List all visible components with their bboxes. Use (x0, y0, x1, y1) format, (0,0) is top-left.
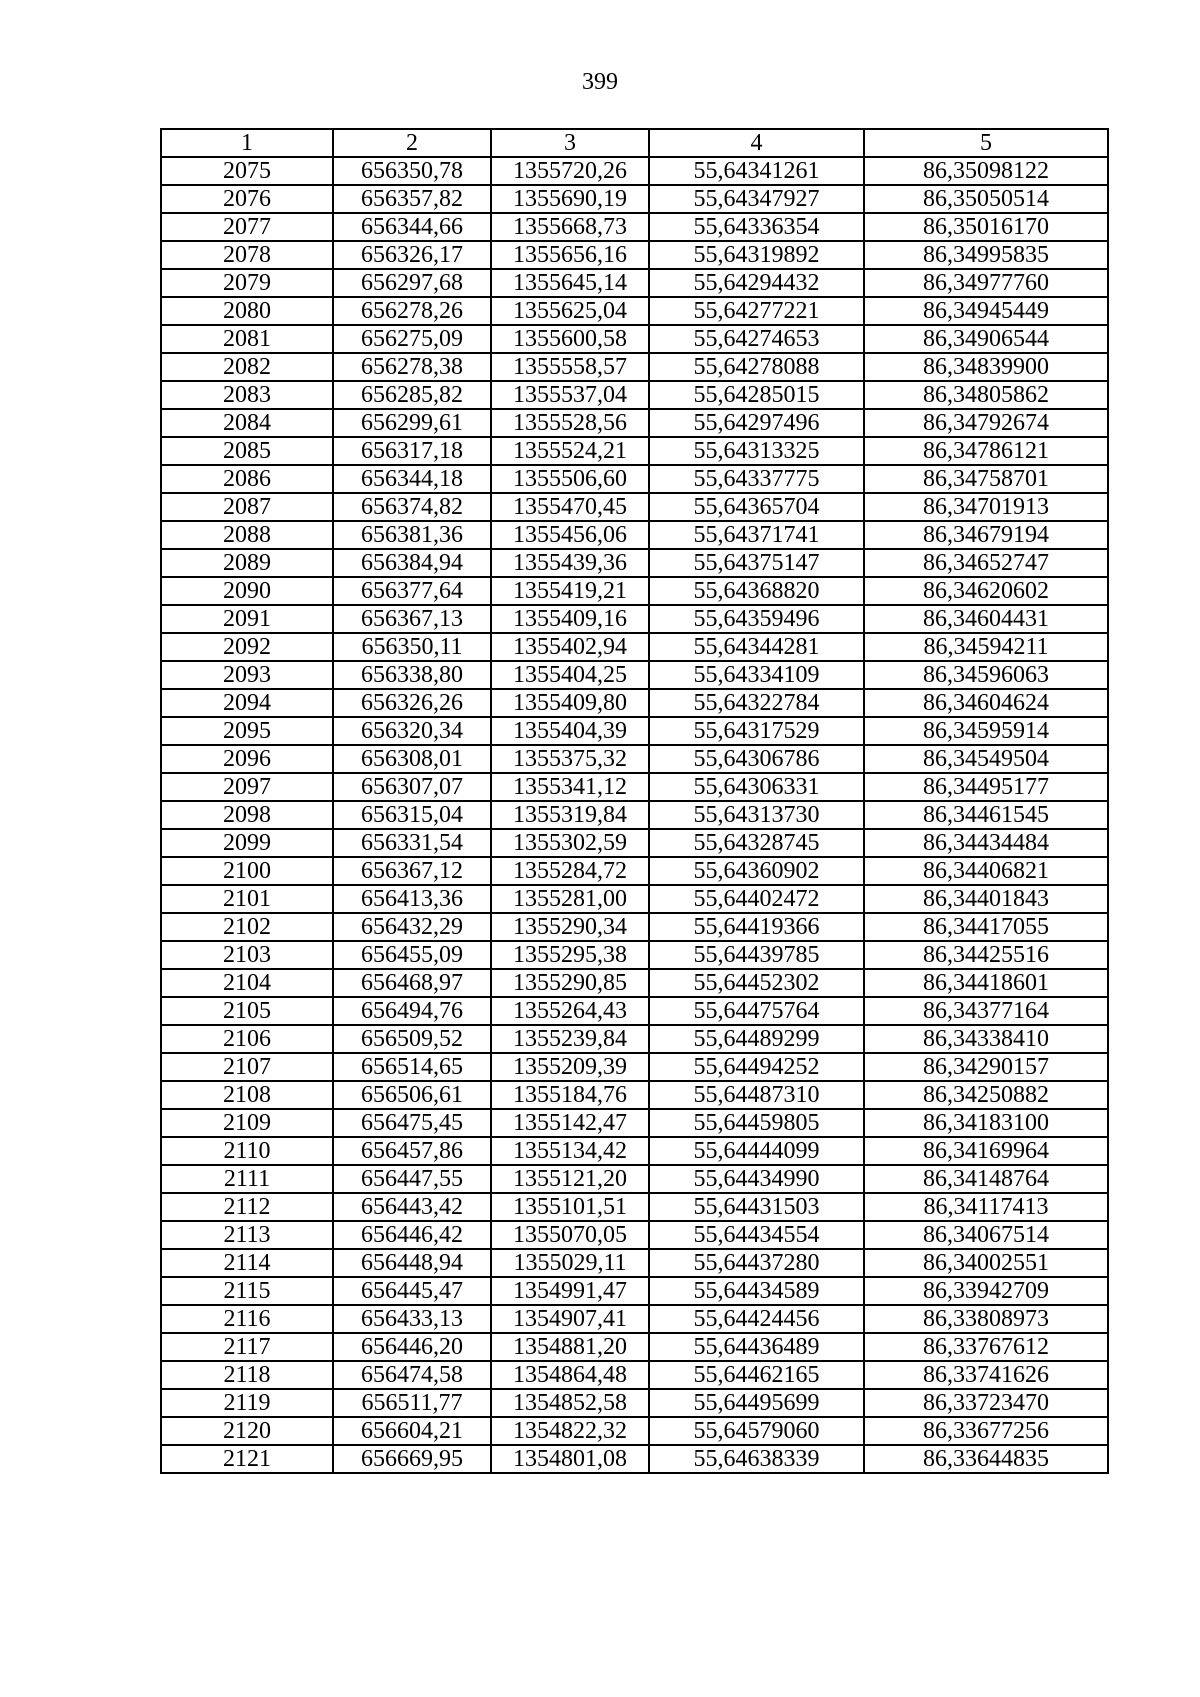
y-coordinate-cell: 1354852,58 (491, 1389, 649, 1417)
longitude-cell: 86,34002551 (864, 1249, 1108, 1277)
column-header-4: 4 (649, 129, 864, 157)
x-coordinate-cell: 656433,13 (333, 1305, 491, 1333)
latitude-cell: 55,64434990 (649, 1165, 864, 1193)
table-row (161, 241, 1108, 269)
y-coordinate-cell: 1354907,41 (491, 1305, 649, 1333)
latitude-cell: 55,64274653 (649, 325, 864, 353)
y-coordinate-cell: 1355656,16 (491, 241, 649, 269)
point-number-cell: 2115 (161, 1277, 333, 1305)
longitude-cell: 86,34792674 (864, 409, 1108, 437)
x-coordinate-cell: 656445,47 (333, 1277, 491, 1305)
y-coordinate-cell: 1355419,21 (491, 577, 649, 605)
x-coordinate-cell: 656308,01 (333, 745, 491, 773)
longitude-cell: 86,33677256 (864, 1417, 1108, 1445)
latitude-cell: 55,64436489 (649, 1333, 864, 1361)
table-row (161, 493, 1108, 521)
table-row (161, 269, 1108, 297)
point-number-cell: 2102 (161, 913, 333, 941)
table-row (161, 1193, 1108, 1221)
y-coordinate-cell: 1355404,25 (491, 661, 649, 689)
longitude-cell: 86,34549504 (864, 745, 1108, 773)
y-coordinate-cell: 1355524,21 (491, 437, 649, 465)
x-coordinate-cell: 656297,68 (333, 269, 491, 297)
y-coordinate-cell: 1355720,26 (491, 157, 649, 185)
longitude-cell: 86,34401843 (864, 885, 1108, 913)
y-coordinate-cell: 1355184,76 (491, 1081, 649, 1109)
table-row (161, 521, 1108, 549)
point-number-cell: 2116 (161, 1305, 333, 1333)
latitude-cell: 55,64459805 (649, 1109, 864, 1137)
point-number-cell: 2114 (161, 1249, 333, 1277)
longitude-cell: 86,34906544 (864, 325, 1108, 353)
x-coordinate-cell: 656326,26 (333, 689, 491, 717)
x-coordinate-cell: 656413,36 (333, 885, 491, 913)
point-number-cell: 2100 (161, 857, 333, 885)
point-number-cell: 2117 (161, 1333, 333, 1361)
y-coordinate-cell: 1355302,59 (491, 829, 649, 857)
y-coordinate-cell: 1355142,47 (491, 1109, 649, 1137)
latitude-cell: 55,64494252 (649, 1053, 864, 1081)
table-row (161, 1333, 1108, 1361)
y-coordinate-cell: 1355409,80 (491, 689, 649, 717)
x-coordinate-cell: 656514,65 (333, 1053, 491, 1081)
point-number-cell: 2090 (161, 577, 333, 605)
longitude-cell: 86,34417055 (864, 913, 1108, 941)
table-row (161, 297, 1108, 325)
longitude-cell: 86,34250882 (864, 1081, 1108, 1109)
x-coordinate-cell: 656381,36 (333, 521, 491, 549)
longitude-cell: 86,33942709 (864, 1277, 1108, 1305)
longitude-cell: 86,34595914 (864, 717, 1108, 745)
x-coordinate-cell: 656474,58 (333, 1361, 491, 1389)
longitude-cell: 86,35016170 (864, 213, 1108, 241)
point-number-cell: 2077 (161, 213, 333, 241)
longitude-cell: 86,34620602 (864, 577, 1108, 605)
x-coordinate-cell: 656494,76 (333, 997, 491, 1025)
table-row (161, 605, 1108, 633)
table-row (161, 857, 1108, 885)
y-coordinate-cell: 1355239,84 (491, 1025, 649, 1053)
y-coordinate-cell: 1355341,12 (491, 773, 649, 801)
point-number-cell: 2079 (161, 269, 333, 297)
longitude-cell: 86,34604431 (864, 605, 1108, 633)
point-number-cell: 2105 (161, 997, 333, 1025)
y-coordinate-cell: 1355134,42 (491, 1137, 649, 1165)
x-coordinate-cell: 656307,07 (333, 773, 491, 801)
x-coordinate-cell: 656350,78 (333, 157, 491, 185)
point-number-cell: 2082 (161, 353, 333, 381)
table-row (161, 1445, 1108, 1473)
latitude-cell: 55,64419366 (649, 913, 864, 941)
table-row (161, 941, 1108, 969)
longitude-cell: 86,34495177 (864, 773, 1108, 801)
x-coordinate-cell: 656326,17 (333, 241, 491, 269)
x-coordinate-cell: 656468,97 (333, 969, 491, 997)
longitude-cell: 86,34594211 (864, 633, 1108, 661)
point-number-cell: 2075 (161, 157, 333, 185)
y-coordinate-cell: 1355281,00 (491, 885, 649, 913)
table-row (161, 465, 1108, 493)
table-row (161, 213, 1108, 241)
table-row (161, 717, 1108, 745)
x-coordinate-cell: 656344,66 (333, 213, 491, 241)
latitude-cell: 55,64487310 (649, 1081, 864, 1109)
x-coordinate-cell: 656455,09 (333, 941, 491, 969)
x-coordinate-cell: 656669,95 (333, 1445, 491, 1473)
latitude-cell: 55,64337775 (649, 465, 864, 493)
y-coordinate-cell: 1354864,48 (491, 1361, 649, 1389)
latitude-cell: 55,64402472 (649, 885, 864, 913)
longitude-cell: 86,34758701 (864, 465, 1108, 493)
longitude-cell: 86,34377164 (864, 997, 1108, 1025)
longitude-cell: 86,34434484 (864, 829, 1108, 857)
table-row (161, 773, 1108, 801)
point-number-cell: 2119 (161, 1389, 333, 1417)
y-coordinate-cell: 1355690,19 (491, 185, 649, 213)
x-coordinate-cell: 656475,45 (333, 1109, 491, 1137)
latitude-cell: 55,64434554 (649, 1221, 864, 1249)
y-coordinate-cell: 1354991,47 (491, 1277, 649, 1305)
table-row (161, 437, 1108, 465)
point-number-cell: 2110 (161, 1137, 333, 1165)
latitude-cell: 55,64638339 (649, 1445, 864, 1473)
table-row (161, 913, 1108, 941)
point-number-cell: 2087 (161, 493, 333, 521)
table-row (161, 1305, 1108, 1333)
latitude-cell: 55,64495699 (649, 1389, 864, 1417)
point-number-cell: 2092 (161, 633, 333, 661)
point-number-cell: 2089 (161, 549, 333, 577)
page-number: 399 (582, 69, 618, 95)
latitude-cell: 55,64319892 (649, 241, 864, 269)
point-number-cell: 2096 (161, 745, 333, 773)
latitude-cell: 55,64375147 (649, 549, 864, 577)
latitude-cell: 55,64462165 (649, 1361, 864, 1389)
longitude-cell: 86,34604624 (864, 689, 1108, 717)
x-coordinate-cell: 656338,80 (333, 661, 491, 689)
y-coordinate-cell: 1355121,20 (491, 1165, 649, 1193)
y-coordinate-cell: 1355558,57 (491, 353, 649, 381)
longitude-cell: 86,34169964 (864, 1137, 1108, 1165)
y-coordinate-cell: 1355290,34 (491, 913, 649, 941)
point-number-cell: 2111 (161, 1165, 333, 1193)
longitude-cell: 86,34338410 (864, 1025, 1108, 1053)
latitude-cell: 55,64341261 (649, 157, 864, 185)
x-coordinate-cell: 656344,18 (333, 465, 491, 493)
longitude-cell: 86,34461545 (864, 801, 1108, 829)
x-coordinate-cell: 656448,94 (333, 1249, 491, 1277)
point-number-cell: 2112 (161, 1193, 333, 1221)
table-row (161, 1417, 1108, 1445)
y-coordinate-cell: 1355668,73 (491, 213, 649, 241)
point-number-cell: 2081 (161, 325, 333, 353)
longitude-cell: 86,34406821 (864, 857, 1108, 885)
x-coordinate-cell: 656275,09 (333, 325, 491, 353)
y-coordinate-cell: 1354822,32 (491, 1417, 649, 1445)
longitude-cell: 86,34839900 (864, 353, 1108, 381)
x-coordinate-cell: 656443,42 (333, 1193, 491, 1221)
point-number-cell: 2098 (161, 801, 333, 829)
point-number-cell: 2106 (161, 1025, 333, 1053)
longitude-cell: 86,33741626 (864, 1361, 1108, 1389)
point-number-cell: 2103 (161, 941, 333, 969)
longitude-cell: 86,34977760 (864, 269, 1108, 297)
coordinates-table (160, 128, 1109, 1474)
point-number-cell: 2118 (161, 1361, 333, 1389)
point-number-cell: 2076 (161, 185, 333, 213)
table-row (161, 381, 1108, 409)
y-coordinate-cell: 1355375,32 (491, 745, 649, 773)
point-number-cell: 2097 (161, 773, 333, 801)
x-coordinate-cell: 656278,38 (333, 353, 491, 381)
latitude-cell: 55,64278088 (649, 353, 864, 381)
x-coordinate-cell: 656331,54 (333, 829, 491, 857)
point-number-cell: 2078 (161, 241, 333, 269)
latitude-cell: 55,64317529 (649, 717, 864, 745)
table-row (161, 353, 1108, 381)
table-row (161, 1081, 1108, 1109)
table-row (161, 969, 1108, 997)
latitude-cell: 55,64306331 (649, 773, 864, 801)
y-coordinate-cell: 1355402,94 (491, 633, 649, 661)
x-coordinate-cell: 656506,61 (333, 1081, 491, 1109)
column-header-2: 2 (333, 129, 491, 157)
table-row (161, 1249, 1108, 1277)
header-row (161, 129, 1108, 157)
x-coordinate-cell: 656367,12 (333, 857, 491, 885)
y-coordinate-cell: 1355290,85 (491, 969, 649, 997)
x-coordinate-cell: 656317,18 (333, 437, 491, 465)
x-coordinate-cell: 656350,11 (333, 633, 491, 661)
x-coordinate-cell: 656509,52 (333, 1025, 491, 1053)
y-coordinate-cell: 1355470,45 (491, 493, 649, 521)
point-number-cell: 2093 (161, 661, 333, 689)
x-coordinate-cell: 656446,42 (333, 1221, 491, 1249)
latitude-cell: 55,64444099 (649, 1137, 864, 1165)
y-coordinate-cell: 1355456,06 (491, 521, 649, 549)
table-row (161, 997, 1108, 1025)
latitude-cell: 55,64489299 (649, 1025, 864, 1053)
latitude-cell: 55,64365704 (649, 493, 864, 521)
table-row (161, 1361, 1108, 1389)
x-coordinate-cell: 656278,26 (333, 297, 491, 325)
table-row (161, 1025, 1108, 1053)
longitude-cell: 86,34701913 (864, 493, 1108, 521)
point-number-cell: 2104 (161, 969, 333, 997)
x-coordinate-cell: 656604,21 (333, 1417, 491, 1445)
table-row (161, 829, 1108, 857)
longitude-cell: 86,34117413 (864, 1193, 1108, 1221)
y-coordinate-cell: 1354881,20 (491, 1333, 649, 1361)
latitude-cell: 55,64475764 (649, 997, 864, 1025)
latitude-cell: 55,64277221 (649, 297, 864, 325)
y-coordinate-cell: 1355528,56 (491, 409, 649, 437)
table-row (161, 1165, 1108, 1193)
y-coordinate-cell: 1355101,51 (491, 1193, 649, 1221)
latitude-cell: 55,64313730 (649, 801, 864, 829)
longitude-cell: 86,35050514 (864, 185, 1108, 213)
point-number-cell: 2084 (161, 409, 333, 437)
y-coordinate-cell: 1355070,05 (491, 1221, 649, 1249)
point-number-cell: 2109 (161, 1109, 333, 1137)
longitude-cell: 86,34652747 (864, 549, 1108, 577)
y-coordinate-cell: 1355409,16 (491, 605, 649, 633)
x-coordinate-cell: 656384,94 (333, 549, 491, 577)
point-number-cell: 2083 (161, 381, 333, 409)
point-number-cell: 2108 (161, 1081, 333, 1109)
longitude-cell: 86,34679194 (864, 521, 1108, 549)
latitude-cell: 55,64434589 (649, 1277, 864, 1305)
latitude-cell: 55,64359496 (649, 605, 864, 633)
longitude-cell: 86,34995835 (864, 241, 1108, 269)
x-coordinate-cell: 656315,04 (333, 801, 491, 829)
longitude-cell: 86,34596063 (864, 661, 1108, 689)
table-row (161, 661, 1108, 689)
longitude-cell: 86,34425516 (864, 941, 1108, 969)
table-row (161, 801, 1108, 829)
table-row (161, 885, 1108, 913)
latitude-cell: 55,64347927 (649, 185, 864, 213)
table-row (161, 689, 1108, 717)
point-number-cell: 2099 (161, 829, 333, 857)
latitude-cell: 55,64344281 (649, 633, 864, 661)
longitude-cell: 86,34290157 (864, 1053, 1108, 1081)
y-coordinate-cell: 1355209,39 (491, 1053, 649, 1081)
longitude-cell: 86,34945449 (864, 297, 1108, 325)
point-number-cell: 2101 (161, 885, 333, 913)
y-coordinate-cell: 1355404,39 (491, 717, 649, 745)
column-header-3: 3 (491, 129, 649, 157)
x-coordinate-cell: 656367,13 (333, 605, 491, 633)
latitude-cell: 55,64297496 (649, 409, 864, 437)
x-coordinate-cell: 656320,34 (333, 717, 491, 745)
table-row (161, 1109, 1108, 1137)
latitude-cell: 55,64306786 (649, 745, 864, 773)
point-number-cell: 2088 (161, 521, 333, 549)
x-coordinate-cell: 656299,61 (333, 409, 491, 437)
longitude-cell: 86,35098122 (864, 157, 1108, 185)
longitude-cell: 86,34183100 (864, 1109, 1108, 1137)
latitude-cell: 55,64328745 (649, 829, 864, 857)
table-row (161, 1053, 1108, 1081)
point-number-cell: 2113 (161, 1221, 333, 1249)
y-coordinate-cell: 1355625,04 (491, 297, 649, 325)
point-number-cell: 2107 (161, 1053, 333, 1081)
y-coordinate-cell: 1355264,43 (491, 997, 649, 1025)
latitude-cell: 55,64313325 (649, 437, 864, 465)
point-number-cell: 2094 (161, 689, 333, 717)
longitude-cell: 86,33767612 (864, 1333, 1108, 1361)
table-row (161, 549, 1108, 577)
table-row (161, 1221, 1108, 1249)
x-coordinate-cell: 656447,55 (333, 1165, 491, 1193)
point-number-cell: 2085 (161, 437, 333, 465)
longitude-cell: 86,33808973 (864, 1305, 1108, 1333)
point-number-cell: 2086 (161, 465, 333, 493)
latitude-cell: 55,64334109 (649, 661, 864, 689)
y-coordinate-cell: 1355295,38 (491, 941, 649, 969)
y-coordinate-cell: 1355319,84 (491, 801, 649, 829)
latitude-cell: 55,64431503 (649, 1193, 864, 1221)
y-coordinate-cell: 1355029,11 (491, 1249, 649, 1277)
y-coordinate-cell: 1355645,14 (491, 269, 649, 297)
x-coordinate-cell: 656377,64 (333, 577, 491, 605)
table-row (161, 157, 1108, 185)
x-coordinate-cell: 656285,82 (333, 381, 491, 409)
longitude-cell: 86,34148764 (864, 1165, 1108, 1193)
longitude-cell: 86,34786121 (864, 437, 1108, 465)
longitude-cell: 86,34067514 (864, 1221, 1108, 1249)
y-coordinate-cell: 1355506,60 (491, 465, 649, 493)
table-row (161, 577, 1108, 605)
latitude-cell: 55,64322784 (649, 689, 864, 717)
latitude-cell: 55,64437280 (649, 1249, 864, 1277)
y-coordinate-cell: 1355284,72 (491, 857, 649, 885)
x-coordinate-cell: 656357,82 (333, 185, 491, 213)
table-row (161, 325, 1108, 353)
table-row (161, 1137, 1108, 1165)
point-number-cell: 2121 (161, 1445, 333, 1473)
table-row (161, 1389, 1108, 1417)
x-coordinate-cell: 656446,20 (333, 1333, 491, 1361)
longitude-cell: 86,34418601 (864, 969, 1108, 997)
column-header-1: 1 (161, 129, 333, 157)
point-number-cell: 2120 (161, 1417, 333, 1445)
longitude-cell: 86,33723470 (864, 1389, 1108, 1417)
x-coordinate-cell: 656511,77 (333, 1389, 491, 1417)
latitude-cell: 55,64285015 (649, 381, 864, 409)
y-coordinate-cell: 1355600,58 (491, 325, 649, 353)
latitude-cell: 55,64424456 (649, 1305, 864, 1333)
latitude-cell: 55,64360902 (649, 857, 864, 885)
x-coordinate-cell: 656457,86 (333, 1137, 491, 1165)
x-coordinate-cell: 656374,82 (333, 493, 491, 521)
latitude-cell: 55,64336354 (649, 213, 864, 241)
latitude-cell: 55,64371741 (649, 521, 864, 549)
column-header-5: 5 (864, 129, 1108, 157)
y-coordinate-cell: 1355439,36 (491, 549, 649, 577)
table-row (161, 185, 1108, 213)
longitude-cell: 86,33644835 (864, 1445, 1108, 1473)
x-coordinate-cell: 656432,29 (333, 913, 491, 941)
point-number-cell: 2091 (161, 605, 333, 633)
y-coordinate-cell: 1355537,04 (491, 381, 649, 409)
latitude-cell: 55,64294432 (649, 269, 864, 297)
latitude-cell: 55,64439785 (649, 941, 864, 969)
latitude-cell: 55,64579060 (649, 1417, 864, 1445)
latitude-cell: 55,64452302 (649, 969, 864, 997)
table-row (161, 1277, 1108, 1305)
table-row (161, 409, 1108, 437)
point-number-cell: 2080 (161, 297, 333, 325)
longitude-cell: 86,34805862 (864, 381, 1108, 409)
table-header (161, 129, 1108, 157)
point-number-cell: 2095 (161, 717, 333, 745)
table-row (161, 745, 1108, 773)
latitude-cell: 55,64368820 (649, 577, 864, 605)
table-body (161, 157, 1108, 1473)
y-coordinate-cell: 1354801,08 (491, 1445, 649, 1473)
table-row (161, 633, 1108, 661)
